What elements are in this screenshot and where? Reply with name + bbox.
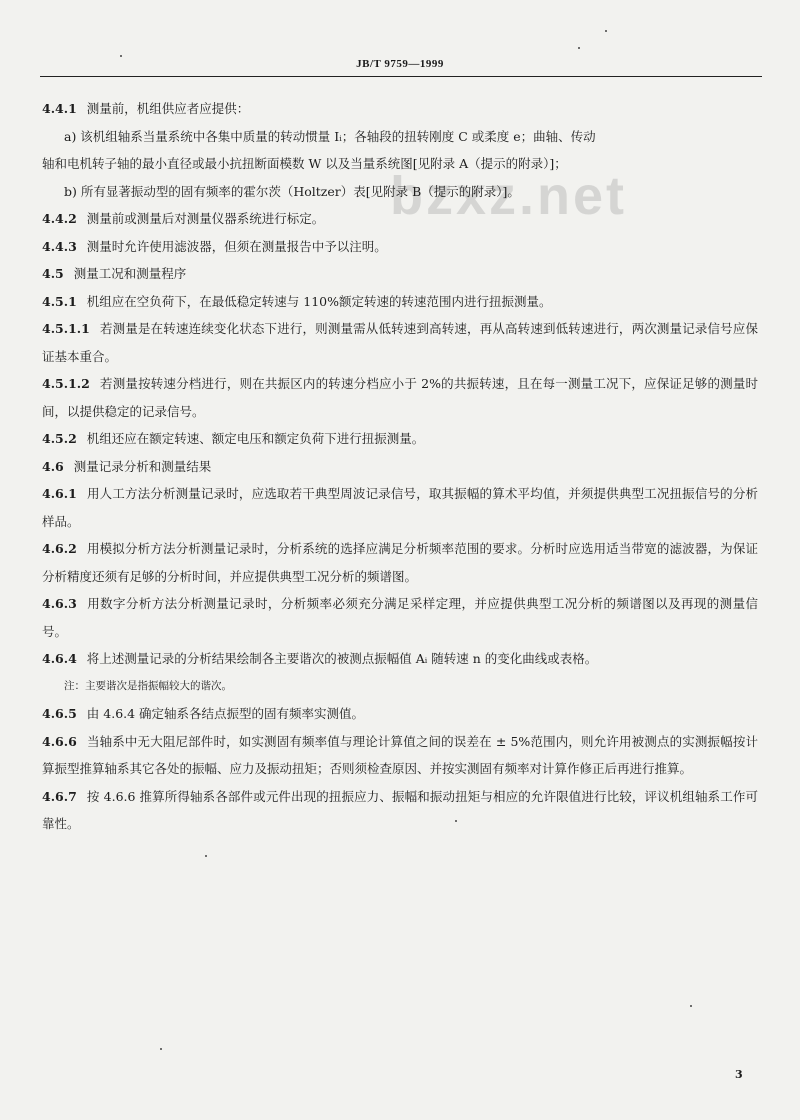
clause-paragraph xyxy=(42,535,758,590)
clause-paragraph xyxy=(42,590,758,645)
clause-paragraph xyxy=(42,233,758,261)
clause-text: 当轴系中无大阻尼部件时，如实测固有频率值与理论计算值之间的误差在 ± 5%范围内，则允许用被测点的实测振幅按计算振型推算轴系其它各处的振幅、应力及振动扭矩；否则须检查原因、并按实测固有频率对计算作修正后再进行推算。 xyxy=(42,733,758,776)
clause-paragraph xyxy=(42,453,758,481)
clause-number: 4.4.2 xyxy=(42,211,77,226)
clause-paragraph xyxy=(42,260,758,288)
clause-paragraph xyxy=(42,315,758,370)
standard-number-header: JB/T 9759—1999 xyxy=(356,58,444,70)
clause-paragraph xyxy=(42,95,758,123)
clause-text: 轴和电机转子轴的最小直径或最小抗扭断面模数 W 以及当量系统图[见附录 A（提示的附录）]； xyxy=(42,156,567,171)
scan-speck xyxy=(120,55,122,57)
scan-speck xyxy=(605,30,607,32)
clause-paragraph xyxy=(42,700,758,728)
clause-number: 4.5.1 xyxy=(42,293,77,309)
clause-paragraph xyxy=(42,425,758,453)
clause-number: 4.6.5 xyxy=(42,706,77,721)
clause-text: 测量时允许使用滤波器，但须在测量报告中予以注明。 xyxy=(86,238,387,254)
clause-number: 4.6.3 xyxy=(42,596,77,611)
clause-number: 4.6 xyxy=(42,458,64,474)
clause-text: 用人工方法分析测量记录时，应选取若干典型周波记录信号，取其振幅的算术平均值，并须提供典型工况扭振信号的分析样品。 xyxy=(42,486,758,529)
clause-text: 用模拟分析方法分析测量记录时，分析系统的选择应满足分析频率范围的要求。分析时应选用适当带宽的滤波器，为保证分析精度还须有足够的分析时间，并应提供典型工况分析的频谱图。 xyxy=(42,541,758,584)
clause-number: 4.6.7 xyxy=(42,788,77,804)
clause-text: 若测量按转速分档进行，则在共振区内的转速分档应小于 2%的共振转速，且在每一测量工况下，应保证足够的测量时间，以提供稳定的记录信号。 xyxy=(42,376,758,419)
clause-text: 若测量是在转速连续变化状态下进行，则测量需从低转速到高转速，再从高转速到低转速进行，两次测量记录信号应保证基本重合。 xyxy=(42,321,758,364)
clause-number: 4.6.4 xyxy=(42,651,77,666)
clause-text: 测量记录分析和测量结果 xyxy=(73,458,212,474)
list-item-paragraph xyxy=(42,123,758,151)
list-item-paragraph xyxy=(42,178,758,206)
scan-speck xyxy=(205,855,207,857)
clause-number: 4.6.6 xyxy=(42,733,77,749)
clause-text: 机组还应在额定转速、额定电压和额定负荷下进行扭振测量。 xyxy=(86,431,425,446)
clause-number: 4.6.1 xyxy=(42,486,77,501)
clause-number: 4.4.3 xyxy=(42,238,77,254)
clause-number: 4.5.2 xyxy=(42,431,77,446)
clause-text: 测量前，机组供应者应提供： xyxy=(86,101,250,116)
note-paragraph xyxy=(42,673,758,701)
clause-paragraph xyxy=(42,205,758,233)
clause-number: 4.4.1 xyxy=(42,101,77,116)
clause-paragraph xyxy=(42,645,758,673)
clause-text: b) 所有显著振动型的固有频率的霍尔茨（Holtzer）表[见附录 B（提示的附录）]。 xyxy=(64,183,520,199)
site-watermark: bzxz.net xyxy=(390,166,628,226)
clause-text: 测量工况和测量程序 xyxy=(73,266,187,281)
list-item-paragraph xyxy=(42,150,758,178)
clause-text: a) 该机组轴系当量系统中各集中质量的转动惯量 Iᵢ；各轴段的扭转刚度 C 或柔度 e；曲轴、传动 xyxy=(64,128,596,144)
clause-paragraph xyxy=(42,480,758,535)
clause-text: 用数字分析方法分析测量记录时，分析频率必须充分满足采样定理，并应提供典型工况分析的频谱图以及再现的测量信号。 xyxy=(42,596,758,639)
clause-paragraph xyxy=(42,783,758,838)
clause-number: 4.5.1.1 xyxy=(42,321,90,336)
clause-paragraph xyxy=(42,370,758,425)
clause-text: 将上述测量记录的分析结果绘制各主要谐次的被测点振幅值 Aᵢ 随转速 n 的变化曲线或表格。 xyxy=(86,651,598,666)
scan-speck xyxy=(578,47,580,49)
clause-number: 4.5 xyxy=(42,266,64,281)
clause-number: 4.5.1.2 xyxy=(42,376,90,391)
clause-text: 按 4.6.6 推算所得轴系各部件或元件出现的扭振应力、振幅和振动扭矩与相应的允许限值进行比较，评议机组轴系工作可靠性。 xyxy=(42,788,758,831)
clause-text: 机组应在空负荷下，在最低稳定转速与 110%额定转速的转速范围内进行扭振测量。 xyxy=(86,293,552,309)
clause-paragraph xyxy=(42,728,758,783)
scan-speck xyxy=(455,820,457,822)
clause-number: 4.6.2 xyxy=(42,541,77,556)
scan-speck xyxy=(160,1048,162,1050)
page-number: 3 xyxy=(735,1068,743,1081)
scan-speck xyxy=(690,1005,692,1007)
clause-text: 测量前或测量后对测量仪器系统进行标定。 xyxy=(86,211,325,226)
header-rule xyxy=(40,76,762,77)
clause-paragraph xyxy=(42,288,758,316)
document-body xyxy=(42,95,758,838)
clause-text: 由 4.6.4 确定轴系各结点振型的固有频率实测值。 xyxy=(86,706,365,721)
clause-text: 注：主要谐次是指振幅较大的谐次。 xyxy=(64,679,232,692)
